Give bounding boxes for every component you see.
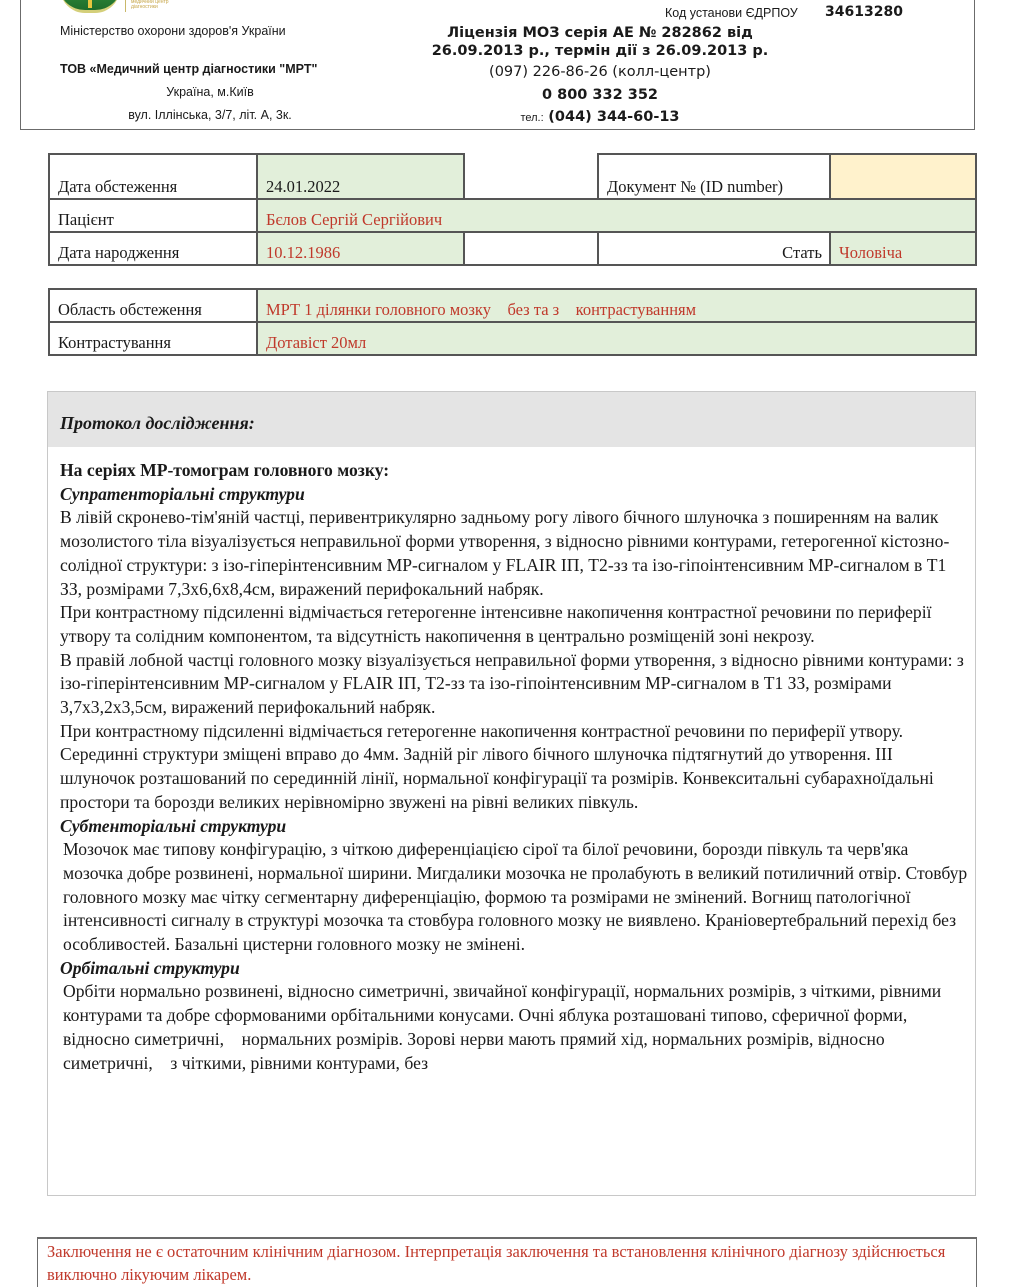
- paragraph: Серединні структури зміщені вправо до 4мм. Задній ріг лівого бічного шлуночка підтягнутий до утворення. ІІІ шлуночок розташований по серединній лінії, нормальної конфігурації та розмірів. Конвекситальні субарахноїдальні простори та борозди великих нерівномірно звужені на рівні великих півкуль.: [60, 744, 934, 812]
- exam-area-value: МРТ 1 ділянки головного мозку без та з контрастуванням: [266, 300, 697, 319]
- area-value-cell: [257, 289, 976, 322]
- disclaimer-text: Заключення не є остаточним клінічним діагнозом. Інтерпретація заключення та встановлення клінічного діагнозу здійснюється виключно лікуючим лікарем.: [47, 1242, 946, 1284]
- edrpou-value: 34613280: [825, 4, 903, 20]
- paragraph: Мозочок має типову конфігурацію, з чіткою диференціацією сірої та білої речовини, борозди півкуль та черв'яка мозочка добре розвинені, нормальної ширини. Мигдалики мозочка не пролабують в великий потиличний отвір. Стовбур головного мозку має чітку сегментарну диференціацію, формою та розмірами не змінений. Вогнищ патологічної інтенсивності сигналу в структурі мозочка та стовбура головного мозку не виявлено. Краніовертебральний перехід без особливостей. Базальні цистерни головного мозку не змінені.: [63, 839, 968, 955]
- section-heading-supratentorial: Супратенторіальні структури: [60, 483, 305, 504]
- license-line-2: 26.09.2013 р., термін дії з 26.09.2013 р.: [431, 43, 769, 59]
- paragraph: При контрастному підсиленні відмічається гетерогенне накопичення контрастної речовини по периферії утвору.: [60, 720, 904, 741]
- page-gap: [0, 1196, 1024, 1236]
- sex-label-cell: [598, 232, 830, 265]
- organization-city: Україна, м.Київ: [166, 85, 254, 99]
- phone-main: [400, 109, 800, 125]
- license-line-1: Ліцензія МОЗ серія АЕ № 282862 від: [447, 25, 753, 41]
- logo-divider: [125, 0, 126, 12]
- exam-date-label-cell: [49, 154, 257, 199]
- birth-date-value-cell: [257, 232, 464, 265]
- patient-value-cell: [257, 199, 976, 232]
- ministry-name: Міністерство охорони здоров'я України: [60, 24, 286, 38]
- edrpou-label: Код установи ЄДРПОУ: [665, 6, 798, 20]
- exam-date-value: 24.01.2022: [266, 177, 341, 196]
- paragraph: Орбіти нормально розвинені, відносно симетричні, звичайної конфігурації, нормальних розмірів, з чіткими, рівними контурами та добре сформованими орбітальними конусами. Очні яблука розташовані типово, сферичної форми, відносно симетричні, нормальних розмірів. Зорові нерви мають прямий хід, нормальних розмірів, відносно симетричні, з чіткими, рівними контурами, без: [63, 981, 946, 1073]
- sex-value: Чоловіча: [839, 243, 903, 262]
- contrast-label: Контрастування: [58, 333, 171, 352]
- logo-text: [131, 0, 169, 10]
- phone-callcenter: (097) 226-86-26 (колл-центр): [489, 64, 711, 80]
- phone-main-value: (044) 344-60-13: [548, 109, 680, 125]
- clinic-logo-icon: [60, 0, 120, 10]
- patient-name: Бєлов Сергій Сергійович: [266, 210, 443, 229]
- organization-address: вул. Іллінська, 3/7, літ. А, 3к.: [128, 108, 292, 122]
- patient-label: Пацієнт: [58, 210, 114, 229]
- document-label: Документ № (ID number): [607, 177, 784, 196]
- section-heading-subtentorial: Субтенторіальні структури: [60, 815, 287, 836]
- patient-label-cell: [49, 199, 257, 232]
- logo-text-line2: діагностики: [131, 4, 158, 10]
- phone-free: 0 800 332 352: [541, 87, 659, 103]
- contrast-label-cell: [49, 322, 257, 355]
- paragraph: При контрастному підсиленні відмічається гетерогенне інтенсивне накопичення контрастної речовини по периферії утвору та солідним компонентом, та відсутність накопичення в центрально розміщеній зоні некрозу.: [60, 602, 932, 646]
- document-value-cell: [830, 154, 976, 199]
- birth-date-label: Дата народження: [58, 243, 180, 262]
- exam-date-label: Дата обстеження: [58, 177, 178, 196]
- protocol-body: [60, 459, 972, 1075]
- protocol-title: Протокол дослідження:: [60, 413, 255, 433]
- area-label-cell: [49, 289, 257, 322]
- section-heading-orbital: Орбітальні структури: [60, 957, 240, 978]
- protocol-intro: На серіях МР-томограм головного мозку:: [60, 460, 390, 480]
- paragraph: В лівій скронево-тім'яній частці, перивентрикулярно задньому рогу лівого бічного шлуночка з поширенням на валик мозолистого тіла візуалізується неправильної форми утворення, з відносно рівними контурами, гетерогенної кістозно-солідної структури: з ізо-гіперінтенсивним МР-сигналом у FLAIR ІП, Т2-зз та ізо-гіпоінтенсивним МР-сигналом в Т1 ЗЗ, розмірами 7,3х6,6х8,4см, виражений перифокальний набряк.: [60, 507, 950, 599]
- organization-name: ТОВ «Медичний центр діагностики "МРТ": [60, 62, 318, 76]
- birth-date-label-cell: [49, 232, 257, 265]
- logo-text-line1: медичний центр: [131, 0, 169, 5]
- sex-label: Стать: [782, 243, 822, 262]
- contrast-value-cell: [257, 322, 976, 355]
- contrast-value: Дотавіст 20мл: [266, 333, 367, 352]
- birth-date-value: 10.12.1986: [266, 243, 341, 262]
- exam-date-value-cell: [257, 154, 464, 199]
- exam-area-label: Область обстеження: [58, 300, 202, 319]
- paragraph: В правій лобной частці головного мозку візуалізується неправильної форми утворення, з відносно рівними контурами: з ізо-гіперінтенсивним МР-сигналом у FLAIR ІП, Т2-зз та ізо-гіпоінтенсивним МР-сигналом в Т1 ЗЗ, розмірами 3,7х3,2х3,5см, виражений перифокальний набряк.: [60, 649, 964, 718]
- document-label-cell: [598, 154, 830, 199]
- phone-label: тел.:: [520, 112, 544, 124]
- sex-value-cell: [830, 232, 976, 265]
